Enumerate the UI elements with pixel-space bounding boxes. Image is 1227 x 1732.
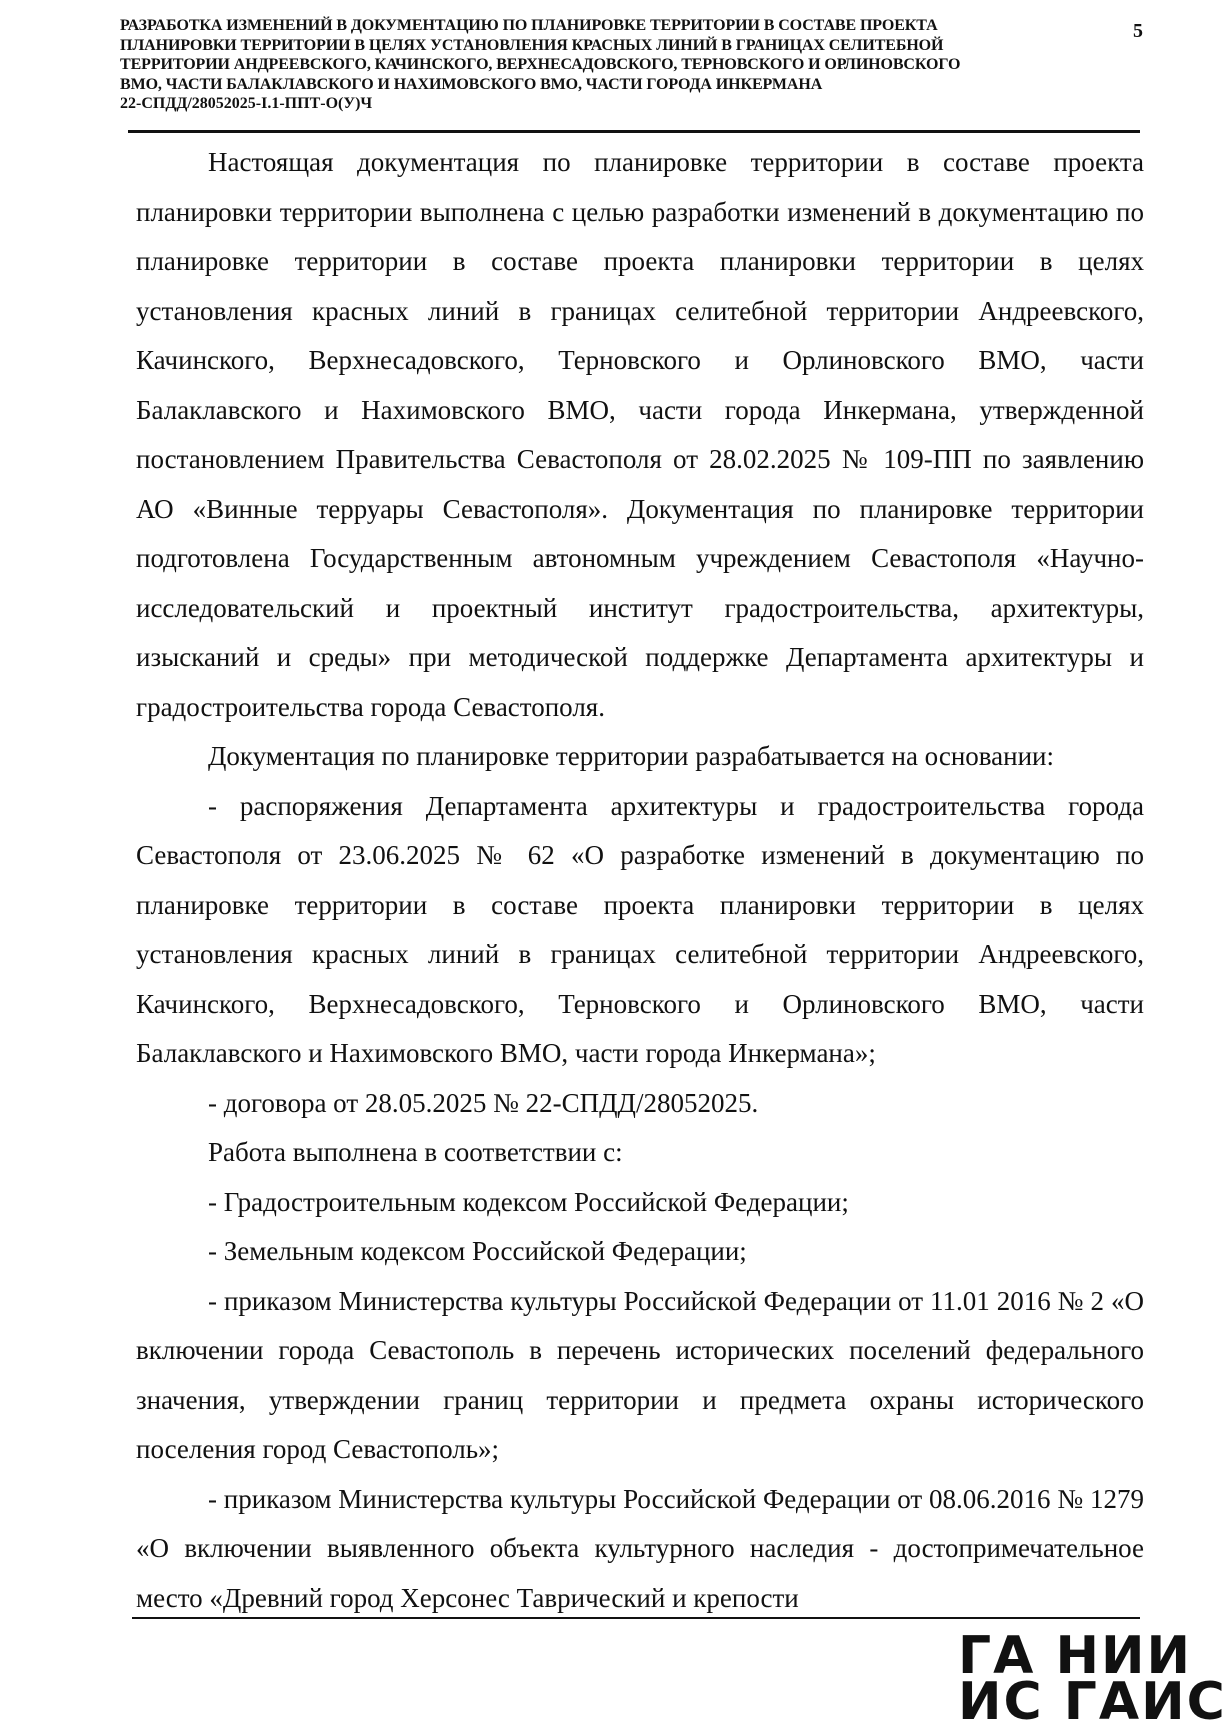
paragraph-basis-order: - распоряжения Департамента архитектуры и градостроительства города Севастополя от 23.06.2025 № 62 «О разработке изменений в документацию по планировке территории в составе проекта планировки территории в целях установления красных линий в границах селитебной территории Андреевского, Качинского, Верхнесадовского, Терновского и Орлиновского ВМО, части Балаклавского и Нахимовского ВМО, части города Инкермана»; (136, 790, 1144, 1068)
paragraph-intro: Настоящая документация по планировке территории в составе проекта планировки территории выполнена с целью разработки изменений в документацию по планировке территории в составе проекта планировки территории в целях установления красных линий в границах селитебной территории Андреевского, Качинского, Верхнесадовского, Терновского и Орлиновского ВМО, части Балаклавского и Нахимовского ВМО, части города Инкермана, утвержденной постановлением Правительства Севастополя от 28.02.2025 № 109-ПП по заявлению АО «Винные терруары Севастополя». Документация по планировке территории подготовлена Государственным автономным учреждением Севастополя «Научно-исследовательский и проектный институт градостроительства, архитектуры, изысканий и среды» при методической поддержке Департамента архитектуры и градостроительства города Севастополя. (136, 147, 1144, 722)
logo-line-top: ГА НИИ (958, 1626, 1193, 1686)
paragraph-land-code: - Земельным кодексом Российской Федерации; (208, 1236, 747, 1266)
header-divider (128, 130, 1140, 133)
paragraph-urban-code: - Градостроительным кодексом Российской Федерации; (208, 1186, 849, 1217)
document-header (120, 16, 1100, 113)
logo-line-bottom: ИС ГАИС (958, 1672, 1227, 1732)
paragraph-compliance-heading: Работа выполнена в соответствии с: (208, 1137, 623, 1167)
document-body (136, 138, 1144, 1623)
institute-logo (958, 1626, 1227, 1732)
header-title: РАЗРАБОТКА ИЗМЕНЕНИЙ В ДОКУМЕНТАЦИЮ ПО ПЛАНИРОВКЕ ТЕРРИТОРИИ В СОСТАВЕ ПРОЕКТА ПЛАНИРОВКИ ТЕРРИТОРИИ В ЦЕЛЯХ УСТАНОВЛЕНИЯ КРАСНЫХ ЛИНИЙ В ГРАНИЦАХ СЕЛИТЕБНОЙ ТЕРРИТОРИИ АНДРЕЕВСКОГО, КАЧИНСКОГО, ВЕРХНЕСАДОВСКОГО, ТЕРНОВСКОГО И ОРЛИНОВСКОГО ВМО, ЧАСТИ БАЛАКЛАВСКОГО И НАХИМОВСКОГО ВМО, ЧАСТИ ГОРОДА ИНКЕРМАНА (120, 17, 961, 93)
paragraph-order-2016-06: - приказом Министерства культуры Российской Федерации от 08.06.2016 № 1279 «О включении выявленного объекта культурного наследия - достопримечательное место «Древний город Херсонес Таврический и крепости (136, 1483, 1144, 1613)
page-number: 5 (1133, 20, 1143, 42)
footer-divider (132, 1617, 1140, 1619)
paragraph-basis-contract: - договора от 28.05.2025 № 22-СПДД/28052025. (208, 1087, 759, 1118)
paragraph-order-2016-01: - приказом Министерства культуры Российской Федерации от 11.01 2016 № 2 «О включении города Севастополь в перечень исторических поселений федерального значения, утверждении границ территории и предмета охраны исторического поселения город Севастополь»; (136, 1285, 1144, 1464)
document-code: 22-СПДД/28052025-I.1-ППТ-О(У)Ч (120, 95, 373, 112)
paragraph-basis-heading: Документация по планировке территории разрабатывается на основании: (208, 741, 1055, 771)
